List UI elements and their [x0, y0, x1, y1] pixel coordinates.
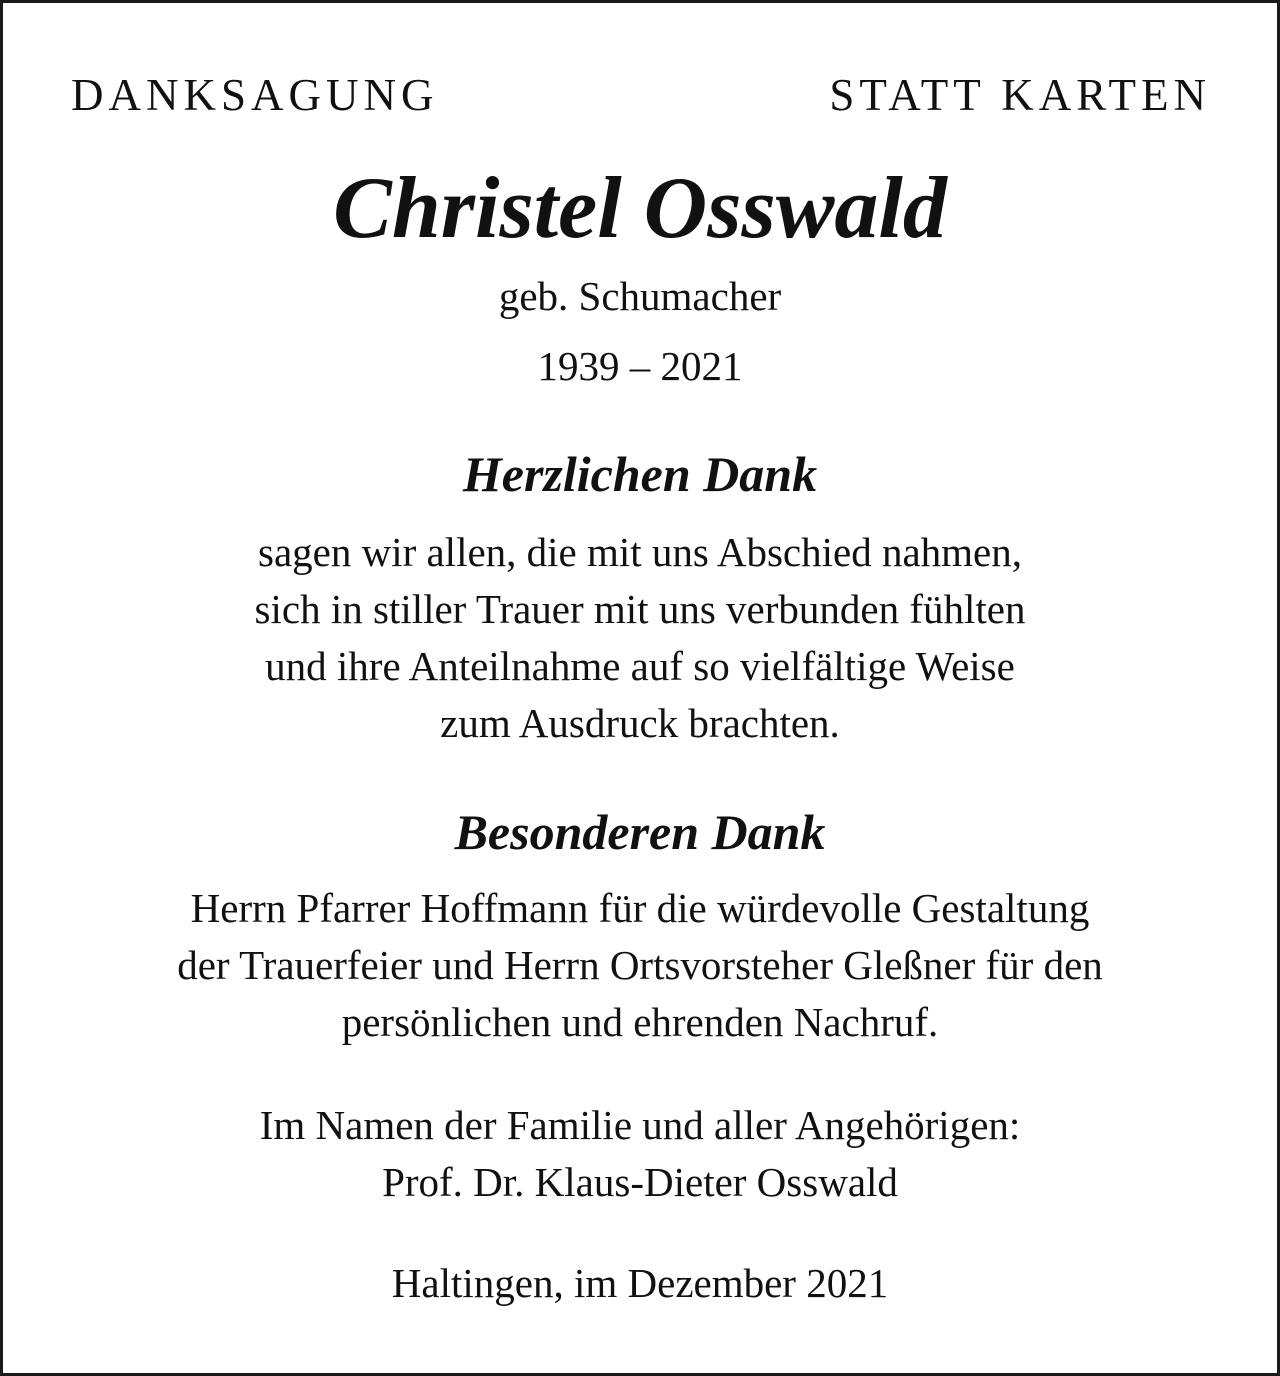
special-thanks-paragraph	[3, 880, 1277, 1051]
special-thanks-line: Herrn Pfarrer Hoffmann für die würdevolle Gestaltung	[190, 885, 1090, 931]
signature-name: Prof. Dr. Klaus-Dieter Osswald	[382, 1159, 898, 1205]
signature-block	[3, 1097, 1277, 1211]
signature-line: Im Namen der Familie und aller Angehörigen:	[259, 1102, 1021, 1148]
header-danksagung: DANKSAGUNG	[71, 70, 439, 120]
special-thanks-line: persönlichen und ehrenden Nachruf.	[341, 999, 939, 1045]
header-statt-karten: STATT KARTEN	[829, 70, 1211, 120]
thanks-line: sagen wir allen, die mit uns Abschied nahmen,	[257, 529, 1023, 575]
thanks-paragraph	[3, 524, 1277, 752]
special-thanks-heading: Besonderen Dank	[454, 804, 826, 860]
thanks-heading: Herzlichen Dank	[462, 446, 818, 502]
header-row	[71, 65, 1211, 125]
thanks-line: zum Ausdruck brachten.	[440, 700, 840, 746]
place-and-date: Haltingen, im Dezember 2021	[391, 1260, 889, 1306]
maiden-name: geb. Schumacher	[498, 273, 782, 319]
life-years: 1939 – 2021	[537, 343, 743, 389]
thanks-line: und ihre Anteilnahme auf so vielfältige Weise	[265, 643, 1015, 689]
deceased-name: Christel Osswald	[333, 160, 947, 257]
special-thanks-line: der Trauerfeier und Herrn Ortsvorsteher Gleßner für den	[177, 942, 1103, 988]
thanks-line: sich in stiller Trauer mit uns verbunden fühlten	[254, 586, 1026, 632]
